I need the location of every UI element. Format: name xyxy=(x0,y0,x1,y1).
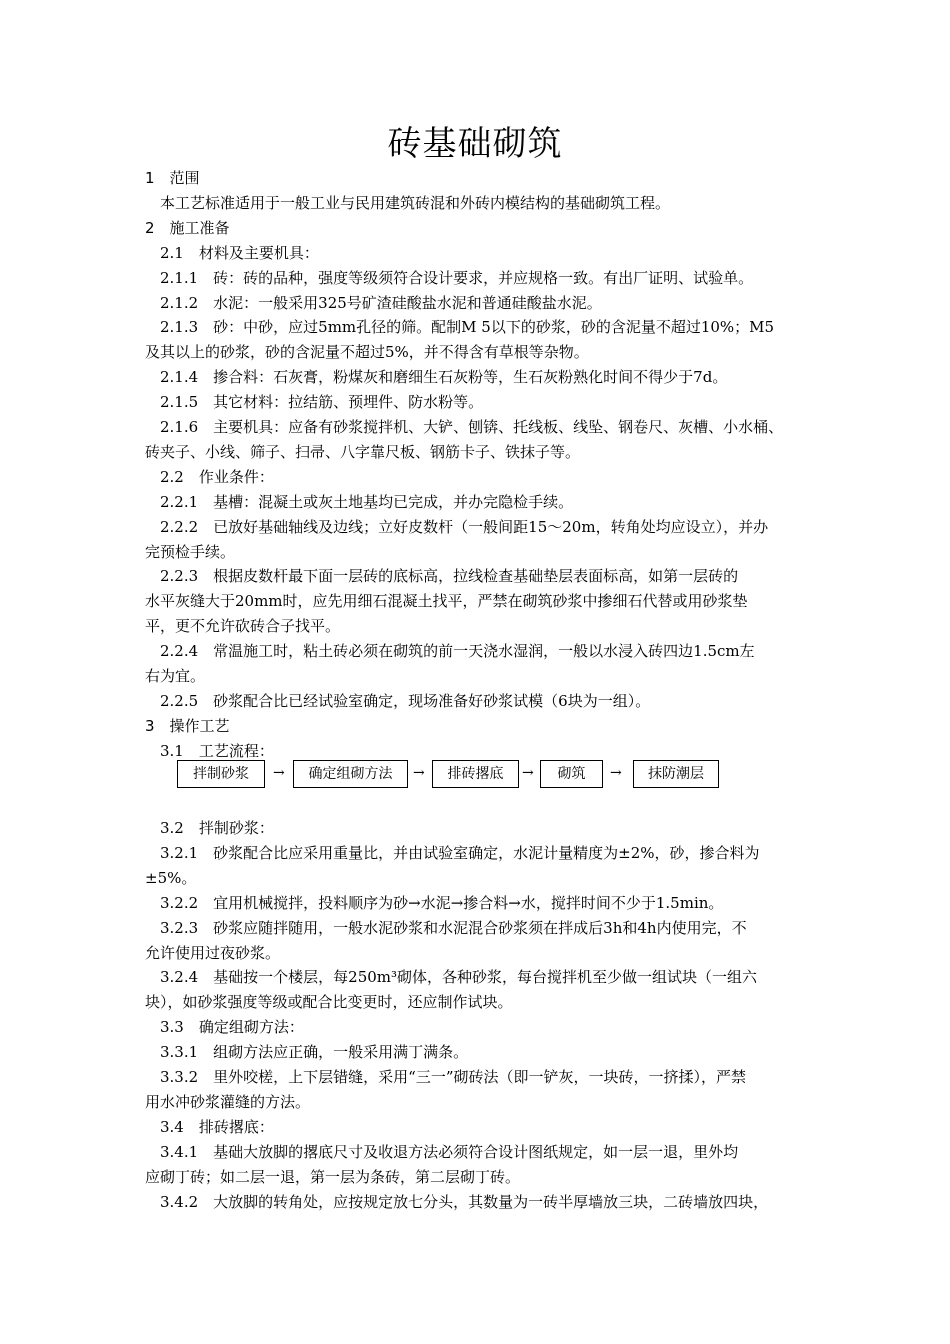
text-line: 允许使用过夜砂浆。 xyxy=(145,943,281,962)
text-line: 3.3.1 组砌方法应正确，一般采用满丁满条。 xyxy=(145,1043,469,1062)
flow-step-masonry: 砌筑 xyxy=(540,760,603,788)
text-line: 2.1.2 水泥：一般采用325号矿渣硅酸盐水泥和普通硅酸盐水泥。 xyxy=(145,293,602,312)
text-line: 3.1 工艺流程： xyxy=(145,741,274,760)
text-line: 2.1.1 砖：砖的品种，强度等级须符合设计要求，并应规格一致。有出厂证明、试验单。 xyxy=(145,268,754,287)
flow-arrow: → xyxy=(610,765,622,781)
process-flow-diagram xyxy=(177,760,737,790)
text-line: 本工艺标准适用于一般工业与民用建筑砖混和外砖内模结构的基础砌筑工程。 xyxy=(145,193,671,212)
text-line: 3.4.1 基础大放脚的撂底尺寸及收退方法必须符合设计图纸规定，如一层一退，里外均 xyxy=(145,1142,739,1161)
text-line: 3.2.3 砂浆应随拌随用，一般水泥砂浆和水泥混合砂浆须在拌成后3h和4h内使用完，不 xyxy=(145,918,747,937)
text-line: 3.4.2 大放脚的转角处，应按规定放七分头，其数量为一砖半厚墙放三块，二砖墙放四块， xyxy=(145,1192,769,1211)
text-line: 2.2.3 根据皮数杆最下面一层砖的底标高，拉线检查基础垫层表面标高，如第一层砖的 xyxy=(145,567,739,586)
text-line: 2.2.1 基槽：混凝土或灰土地基均已完成，并办完隐检手续。 xyxy=(145,492,574,511)
text-line: 用水冲砂浆灌缝的方法。 xyxy=(145,1092,311,1111)
text-line: 2.2 作业条件： xyxy=(145,467,274,486)
text-line: 3.4 排砖撂底： xyxy=(145,1117,274,1136)
text-line: 2.2.2 已放好基础轴线及边线；立好皮数杆（一般间距15～20m，转角处均应设立），并办 xyxy=(145,517,769,536)
text-line: 1 范围 xyxy=(145,169,200,187)
flow-step-lay-bricks: 排砖撂底 xyxy=(432,760,519,788)
text-line: 2.1.4 掺合料：石灰膏，粉煤灰和磨细生石灰粉等，生石灰粉熟化时间不得少于7d。 xyxy=(145,368,728,387)
text-line: 右为宜。 xyxy=(145,667,206,685)
flow-step-bond-method: 确定组砌方法 xyxy=(293,760,408,788)
text-line: 2.2.5 砂浆配合比已经试验室确定，现场准备好砂浆试模（6块为一组）。 xyxy=(145,691,651,710)
text-line: 3.2.2 宜用机械搅拌，投料顺序为砂→水泥→掺合料→水，搅拌时间不少于1.5min。 xyxy=(145,893,724,912)
flow-step-damp-proof: 抹防潮层 xyxy=(633,760,719,788)
text-line: 平，更不允许砍砖合子找平。 xyxy=(145,617,341,636)
text-line: 2.2.4 常温施工时，粘土砖必须在砌筑的前一天浇水湿润，一般以水浸入砖四边1.5cm左 xyxy=(145,642,755,661)
text-line: 2.1.6 主要机具：应备有砂浆搅拌机、大铲、刨锛、托线板、线坠、钢卷尺、灰槽、小水桶、 xyxy=(145,418,784,436)
flow-arrow: → xyxy=(273,765,285,781)
text-line: 应砌丁砖；如二层一退，第一层为条砖，第二层砌丁砖。 xyxy=(145,1167,521,1186)
flow-arrow: → xyxy=(522,765,534,781)
text-line: 3.2 拌制砂浆： xyxy=(145,819,274,837)
text-line: 3.3 确定组砌方法： xyxy=(145,1018,304,1037)
text-line: ±5%。 xyxy=(145,868,197,887)
text-line: 砖夹子、小线、筛子、扫帚、八字靠尺板、钢筋卡子、铁抹子等。 xyxy=(145,442,581,461)
text-line: 水平灰缝大于20mm时，应先用细石混凝土找平，严禁在砌筑砂浆中掺细石代替或用砂浆垫 xyxy=(145,592,748,611)
text-line: 及其以上的砂浆，砂的含泥量不超过5%，并不得含有草根等杂物。 xyxy=(145,343,589,362)
text-line: 2 施工准备 xyxy=(145,218,230,237)
document-title: 砖基础砌筑 xyxy=(387,124,563,164)
text-line: 2.1.3 砂：中砂，应过5mm孔径的筛。配制M 5以下的砂浆，砂的含泥量不超过10%；M5 xyxy=(145,318,775,337)
text-line: 3.3.2 里外咬槎，上下层错缝，采用“三一”砌砖法（即一铲灰，一块砖，一挤揉），严禁 xyxy=(145,1068,747,1086)
text-line: 3.2.4 基础按一个楼层，每250m³砌体，各种砂浆，每台搅拌机至少做一组试块（一组六 xyxy=(145,968,758,987)
flow-step-mix-mortar: 拌制砂浆 xyxy=(177,760,265,788)
text-line: 块），如砂浆强度等级或配合比变更时，还应制作试块。 xyxy=(145,993,513,1012)
text-line: 2.1 材料及主要机具： xyxy=(145,243,319,262)
text-line: 2.1.5 其它材料：拉结筋、预埋件、防水粉等。 xyxy=(145,393,484,412)
text-line: 3.2.1 砂浆配合比应采用重量比，并由试验室确定，水泥计量精度为±2%，砂，掺合料为 xyxy=(145,843,760,862)
text-line: 3 操作工艺 xyxy=(145,716,230,735)
flow-arrow: → xyxy=(413,765,425,781)
text-line: 完预检手续。 xyxy=(145,542,236,561)
